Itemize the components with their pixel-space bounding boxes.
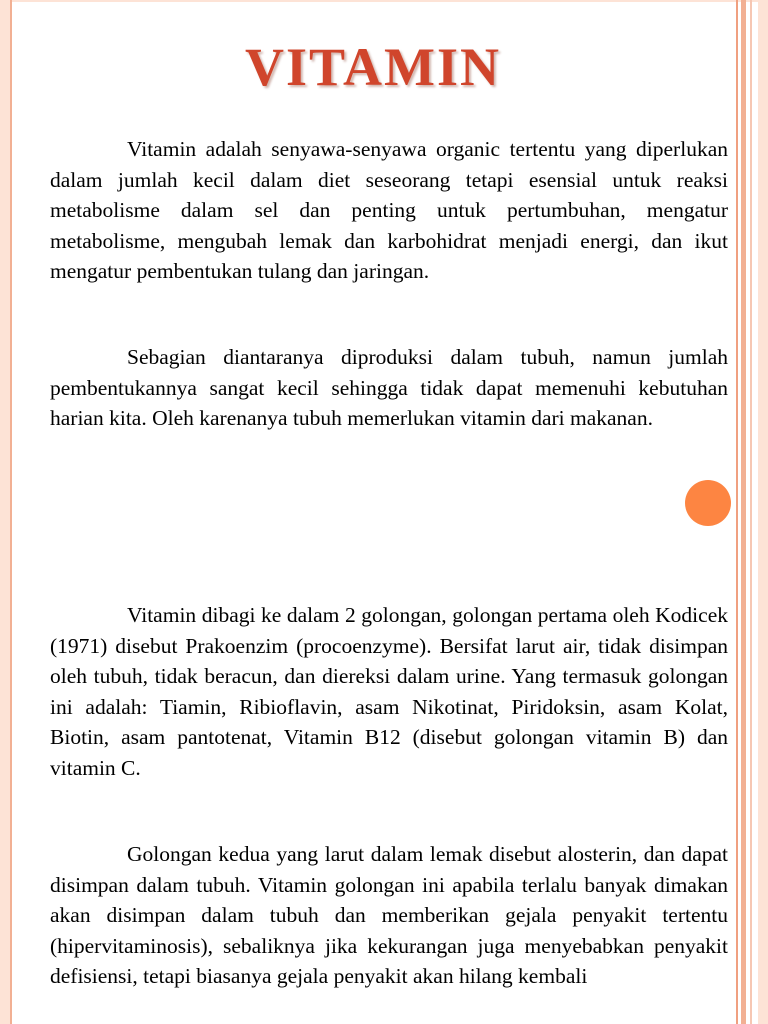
left-border-rule <box>10 0 12 1024</box>
decorative-dot-icon <box>685 480 731 526</box>
frame-top-strip <box>0 0 768 2</box>
paragraph-water-soluble: Vitamin dibagi ke dalam 2 golongan, golongan pertama oleh Kodicek (1971) disebut Prakoenzim (procoenzyme). Bersifat larut air, tidak disimpan oleh tubuh, tidak beracun, dan diereksi dalam urine. Yang termasuk golongan ini adalah: Tiamin, Ribioflavin, asam Nikotinat, Piridoksin, asam Kolat, Biotin, asam pantotenat, Vitamin B12 (disebut golongan vitamin B) dan vitamin C. <box>50 603 728 780</box>
paragraph-definition: Vitamin adalah senyawa-senyawa organic tertentu yang diperlukan dalam jumlah kecil dalam diet seseorang tetapi esensial untuk reaksi metabolisme dalam sel dan penting untuk pertumbuhan, mengatur metabolisme, mengubah lemak dan karbohidrat menjadi energi, dan ikut mengatur pembentukan tulang dan jaringan. <box>50 137 728 284</box>
slide-title: VITAMIN <box>245 37 501 97</box>
paragraph-production: Sebagian diantaranya diproduksi dalam tubuh, namun jumlah pembentukannya sangat kecil sehingga tidak dapat memenuhi kebutuhan harian kita. Oleh karenanya tubuh memerlukan vitamin dari makanan. <box>50 345 728 431</box>
paragraph-fat-soluble: Golongan kedua yang larut dalam lemak disebut alosterin, dan dapat disimpan dalam tubuh. Vitamin golongan ini apabila terlalu banyak dimakan akan disimpan dalam tubuh dan memberikan gejala penyakit tertentu (hipervitaminosis), sebaliknya jika kekurangan juga menyebabkan penyakit defisiensi, tetapi biasanya gejala penyakit akan hilang kembali <box>50 842 728 989</box>
right-border-rule <box>736 0 738 1024</box>
right-border-rule-light <box>750 0 752 1024</box>
right-border-rule-thick <box>741 0 746 1024</box>
